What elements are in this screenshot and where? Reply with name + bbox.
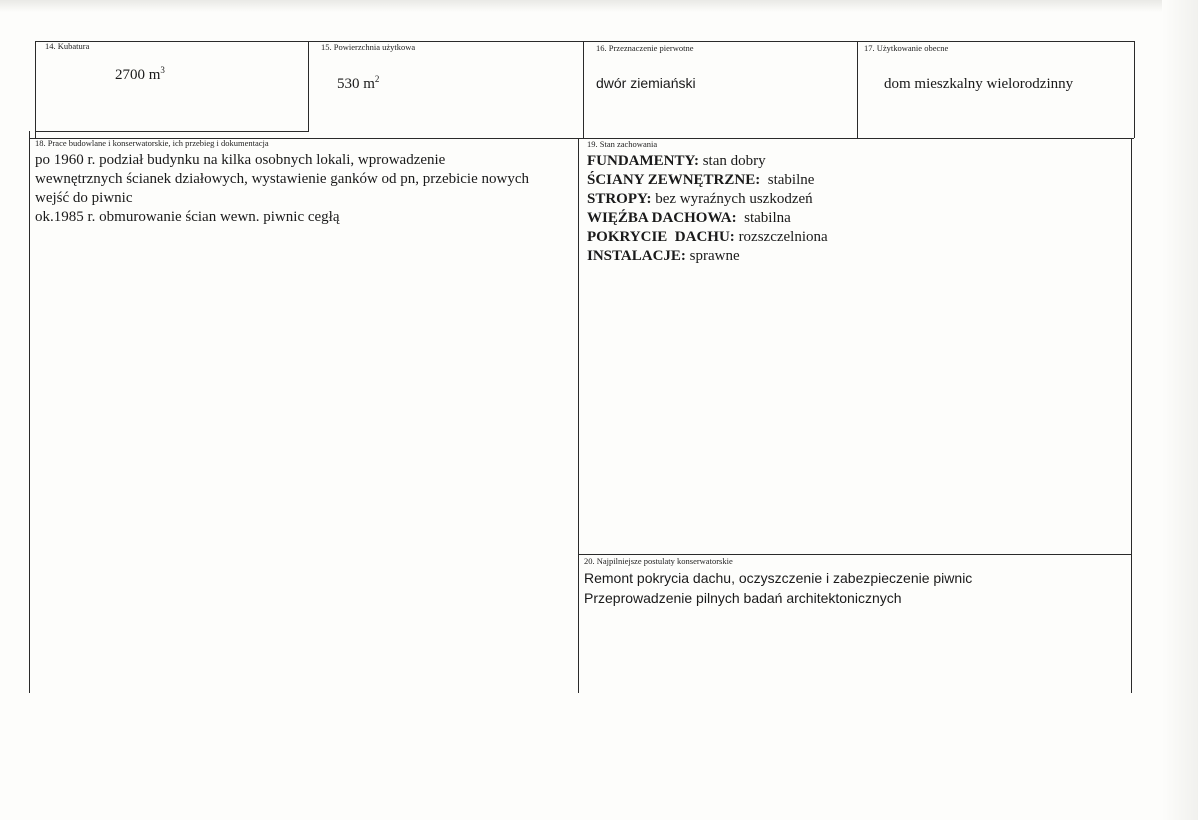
grid-right-border-row2 [1131, 138, 1132, 693]
grid-center-divider [578, 138, 579, 693]
cubature-value: 2700 $m^3$ [115, 65, 165, 83]
original-purpose-value: dwór ziemiański [596, 75, 696, 91]
usable-area-unit-exponent: 2 [374, 74, 380, 84]
condition-label: 19. Stan zachowania [587, 139, 658, 149]
page-right-edge [1162, 0, 1198, 820]
grid-divider-15-16 [583, 41, 584, 138]
current-use-value: dom mieszkalny wielorodzinny [884, 76, 1074, 92]
grid-top-border [35, 41, 1134, 42]
postulates-label: 20. Najpilniejsze postulaty konserwatorskie [584, 556, 733, 566]
usable-area-label: 15. Powierzchnia użytkowa [321, 42, 416, 52]
usable-area-value: 530 $m^2$ [337, 74, 380, 92]
page-top-shade [0, 0, 1198, 12]
grid-left-border-row1 [35, 41, 36, 138]
grid-right-border-row1 [1134, 41, 1135, 138]
postulates-line-1: Remont pokrycia dachu, oczyszczenie i zabezpieczenie piwnic [584, 570, 973, 586]
grid-divider-14-15 [308, 41, 309, 131]
postulates-line-2: Przeprowadzenie pilnych badań architektonicznych [584, 590, 902, 606]
works-line-2: wewnętrznych ścianek działowych, wystawienie ganków od pn, przebicie nowych [35, 171, 529, 187]
condition-item-exterior-walls: ŚCIANY ZEWNĘTRZNE: stabilne [587, 172, 815, 188]
works-line-1: po 1960 r. podział budynku na kilka osobnych lokali, wprowadzenie [35, 152, 446, 168]
grid-cell14-bottom [35, 131, 309, 132]
cubature-unit-exponent: 3 [160, 65, 165, 75]
original-purpose-label: 16. Przeznaczenie pierwotne [596, 43, 694, 53]
works-label: 18. Prace budowlane i konserwatorskie, ich przebieg i dokumentacja [35, 138, 269, 148]
condition-item-foundations: FUNDAMENTY: stan dobry [587, 153, 766, 169]
works-line-3: wejść do piwnic [35, 190, 133, 206]
condition-item-installations: INSTALACJE: sprawne [587, 248, 740, 264]
cubature-label: 14. Kubatura [45, 41, 90, 51]
condition-item-roof-truss: WIĘŹBA DACHOWA: stabilna [587, 210, 791, 226]
condition-item-roof-covering: POKRYCIE DACHU: rozszczelniona [587, 229, 828, 245]
grid-divider-19-20 [578, 554, 1132, 555]
current-use-label: 17. Użytkowanie obecne [864, 43, 949, 53]
works-line-4: ok.1985 r. obmurowanie ścian wewn. piwnic cegłą [35, 209, 340, 225]
grid-left-border-row2 [29, 131, 30, 693]
condition-item-ceilings: STROPY: bez wyraźnych uszkodzeń [587, 191, 813, 207]
grid-divider-16-17 [857, 41, 858, 138]
